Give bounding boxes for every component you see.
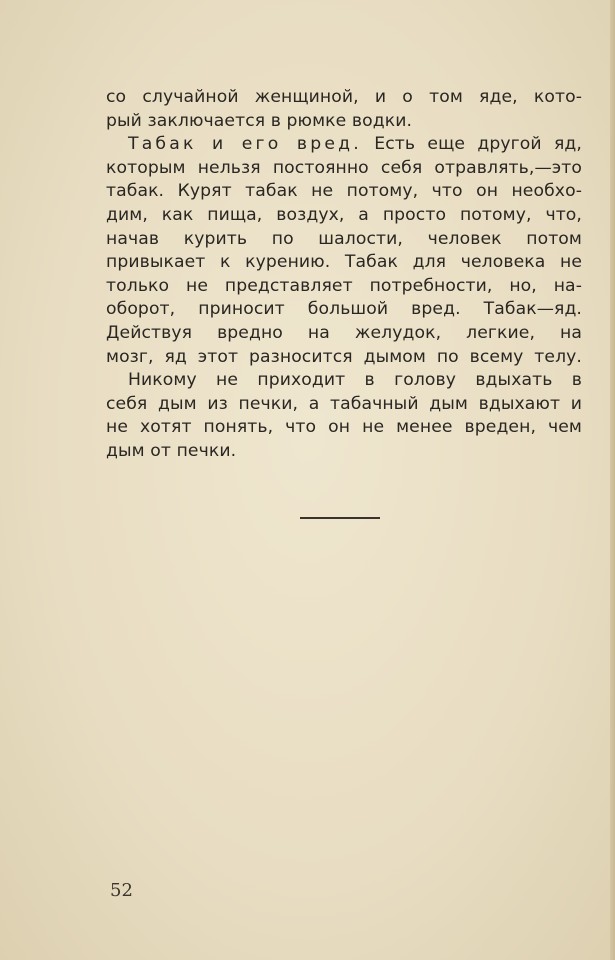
text-line: которым нельзя постоянно себя отравлять,—это [106, 157, 582, 178]
text-line: себя дым из печки, а табачный дым вдыхают и [106, 393, 582, 414]
text-line: оборот, приносит большой вред. Табак—яд. [106, 299, 582, 320]
text-line [106, 133, 582, 157]
text-line: табак. Курят табак не потому, что он необхо- [106, 181, 582, 202]
text-line: Действуя вредно на желудок, легкие, на [106, 322, 582, 343]
text-line: дим, как пища, воздух, а просто потому, что, [106, 204, 582, 225]
text-line: Никому не приходит в голову вдыхать в [128, 370, 582, 391]
section-heading: Табак и его вред. [128, 134, 362, 155]
page-edge [610, 0, 615, 960]
section-divider [300, 517, 380, 519]
text-line: не хотят понять, что он не менее вреден, чем [106, 417, 582, 438]
text-fragment: Есть еще другой яд, [374, 134, 582, 155]
text-line: начав курить по шалости, человек потом [106, 228, 582, 249]
text-line: со случайной женщиной, и о том яде, кото- [106, 87, 582, 107]
text-line: дым от печки. [106, 440, 237, 461]
text-line: только не представляет потребности, но, на- [106, 275, 582, 296]
text-line: мозг, яд этот разносится дымом по всему телу. [106, 346, 582, 367]
text-line: рый заключается в рюмке водки. [106, 110, 413, 131]
body-text [106, 86, 582, 464]
page-number: 52 [110, 880, 133, 901]
text-line: привыкает к курению. Табак для человека не [106, 252, 582, 273]
